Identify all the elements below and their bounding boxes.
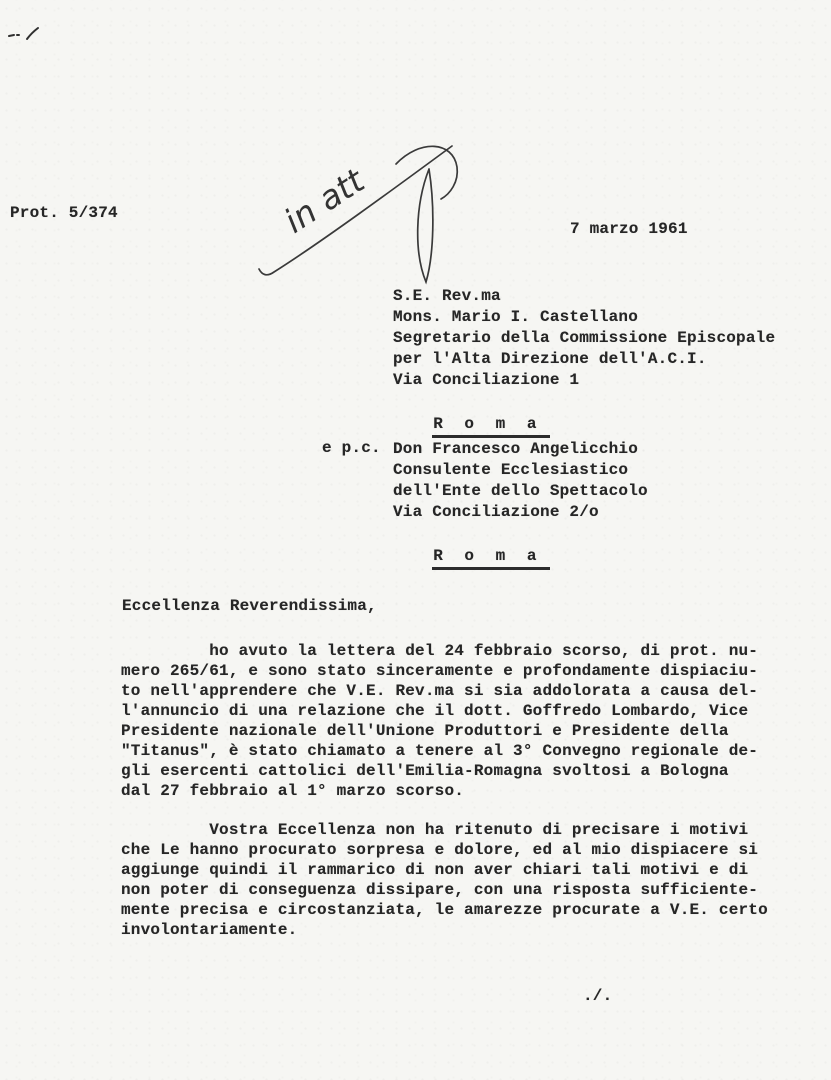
handwriting-arc [396,146,457,199]
cc-label: e p.c. [322,439,381,457]
text-line: Via Conciliazione 1 [393,371,580,389]
protocol-number: Prot. 5/374 [10,204,118,222]
text-line: per l'Alta Direzione dell'A.C.I. [393,350,707,368]
cc-city-text: R o m a [432,547,550,570]
text-line: mente precisa e circostanziata, le amarezze procurate a V.E. certo [121,901,768,919]
text-line: Via Conciliazione 2/o [393,503,599,521]
paragraph-2 [121,820,768,940]
text-line: "Titanus", è stato chiamato a tenere al 3° Convegno regionale de- [121,742,759,760]
text-line: Mons. Mario I. Castellano [393,308,639,326]
handwriting-loop [418,169,433,282]
text-line: non poter di conseguenza dissipare, con una risposta sufficiente- [121,881,759,899]
paragraph-1 [121,641,758,801]
handwritten-text: in att [277,160,372,241]
text-line: aggiunge quindi il rammarico di non aver chiari tali motivi e di [121,861,749,879]
letter-date: 7 marzo 1961 [570,220,688,238]
recipient-city-text: R o m a [432,415,550,438]
text-line: gli esercenti cattolici dell'Emilia-Romagna svoltosi a Bologna [121,762,729,780]
text-line: Segretario della Commissione Episcopale [393,329,776,347]
text-line: Presidente nazionale dell'Unione Produttori e Presidente della [121,722,729,740]
cc-city [393,529,550,588]
text-line: dell'Ente dello Spettacolo [393,482,648,500]
handwriting-annotation [240,125,480,300]
text-line: Consulente Ecclesiastico [393,461,629,479]
text-line: Vostra Eccellenza non ha ritenuto di precisare i motivi [121,821,749,839]
recipient-block [393,286,775,391]
text-line: che Le hanno procurato sorpresa e dolore, ed al mio dispiacere si [121,841,759,859]
text-line: mero 265/61, e sono stato sinceramente e profondamente dispiaciu- [121,662,759,680]
continuation-mark: ./. [583,987,613,1005]
text-line: to nell'apprendere che V.E. Rev.ma si sia addolorata a causa del- [121,682,759,700]
text-line: dal 27 febbraio al 1° marzo scorso. [121,782,465,800]
text-line: involontariamente. [121,921,298,939]
cc-block [393,439,648,523]
text-line: l'annuncio di una relazione che il dott. Goffredo Lombardo, Vice [121,702,749,720]
corner-pen-mark [0,0,60,60]
text-line: ho avuto la lettera del 24 febbraio scorso, di prot. nu- [121,642,759,660]
text-line: S.E. Rev.ma [393,287,501,305]
text-line: Don Francesco Angelicchio [393,440,639,458]
salutation: Eccellenza Reverendissima, [122,597,377,615]
